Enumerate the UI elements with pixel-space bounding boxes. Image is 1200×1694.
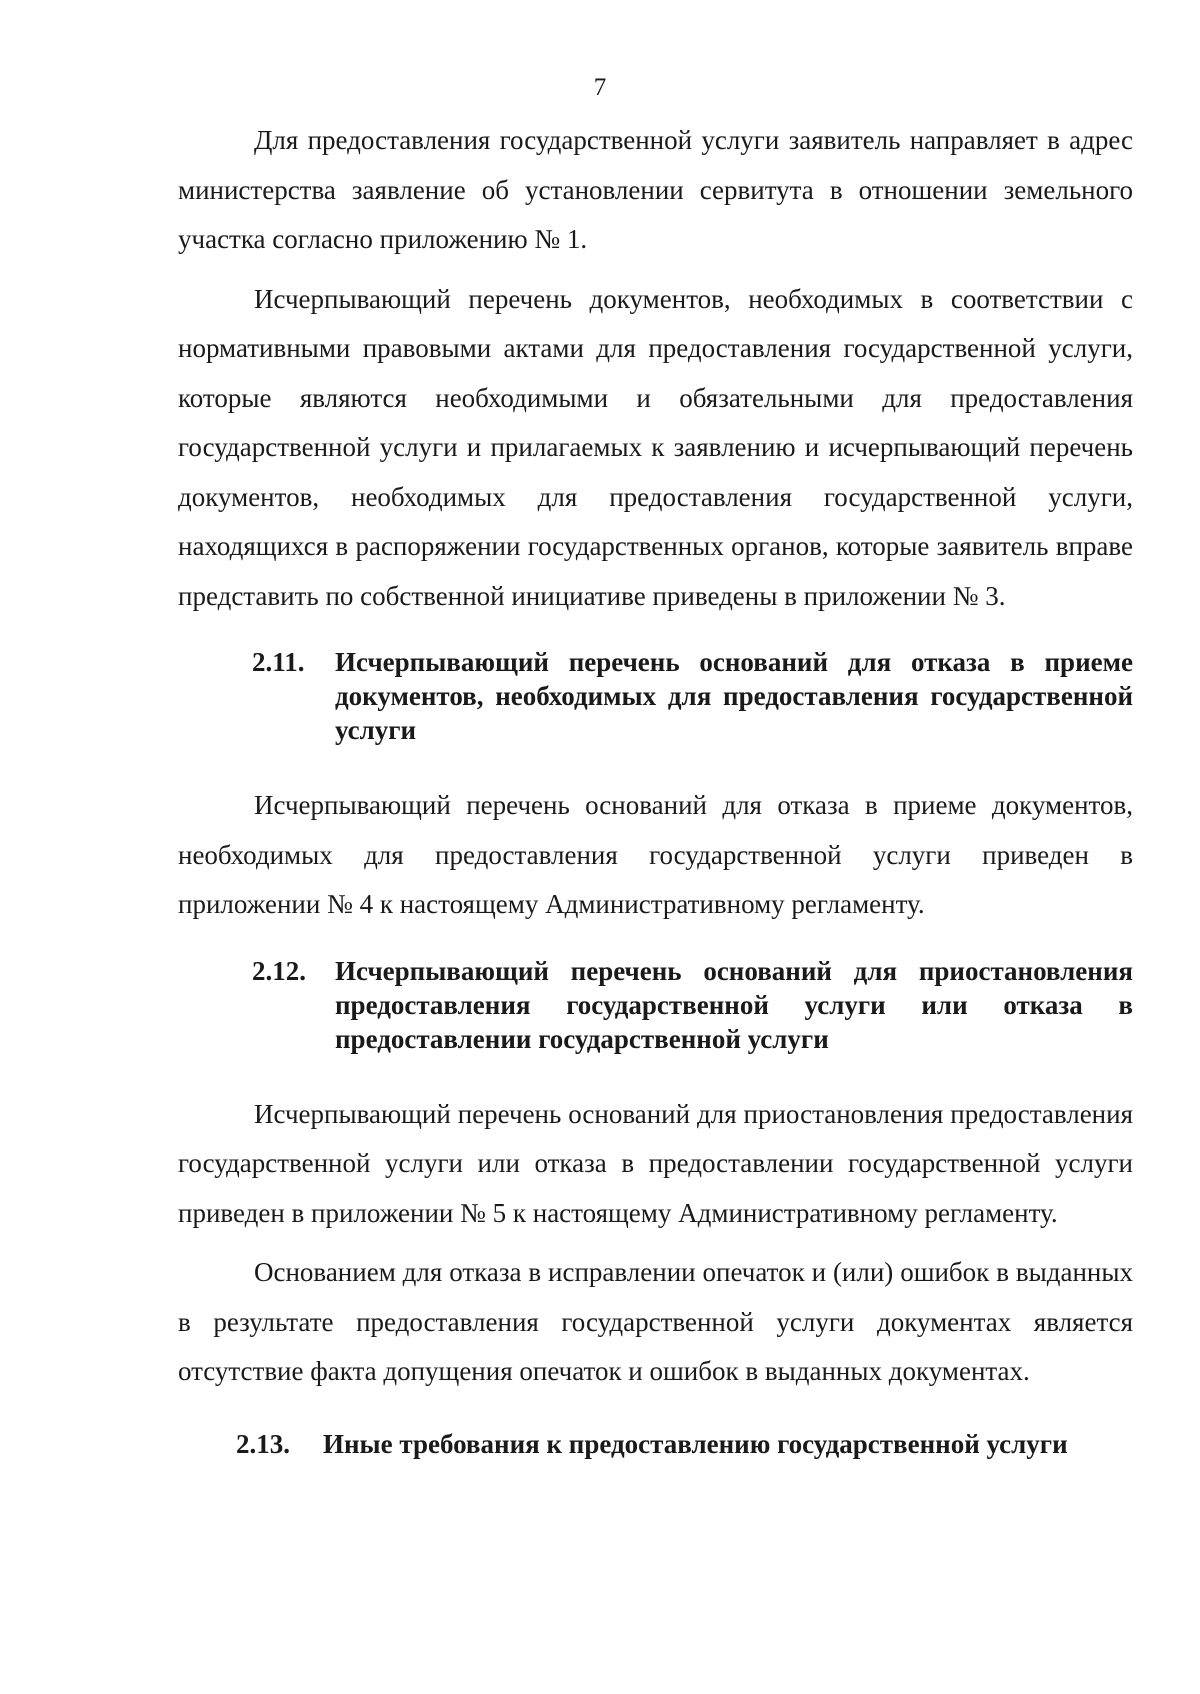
paragraph-2-12-a: Исчерпывающий перечень оснований для приостановления предоставления государственной услуги или отказа в предоставлении государственной услуги приведен в приложении № 5 к настоящему Административному регламенту. <box>178 1098 1133 1228</box>
paragraph-2-11: Исчерпывающий перечень оснований для отказа в приеме документов, необходимых для предоставления государственной услуги приведен в приложении № 4 к настоящему Административному регламенту. <box>178 790 1133 919</box>
section-title: Иные требования к предоставлению государственной услуги <box>323 1428 1068 1459</box>
section-title: Исчерпывающий перечень оснований для приостановления предоставления государственной услуги или отказа в предоставлении государственной услуги <box>335 955 1133 1054</box>
paragraph-application: Для предоставления государственной услуги заявитель направляет в адрес министерства заявление об установлении сервитута в отношении земельного участка согласно приложению № 1. <box>178 125 1133 254</box>
section-heading-2-11 <box>252 645 1133 747</box>
section-heading-2-12 <box>252 954 1133 1056</box>
section-number: 2.11. <box>252 647 305 677</box>
section-number: 2.13. <box>236 1428 290 1459</box>
section-number: 2.12. <box>252 955 306 986</box>
paragraph-documents-list: Исчерпывающий перечень документов, необходимых в соответствии с нормативными правовыми актами для предоставления государственной услуги, которые являются необходимыми и обязательными для предоставления государственной услуги и прилагаемых к заявлению и исчерпывающий перечень документов, необходимых для предоставления государственной услуги, находящихся в распоряжении государственных органов, которые заявитель вправе представить по собственной инициативе приведены в приложении № 3. <box>178 283 1133 611</box>
section-title: Исчерпывающий перечень оснований для отказа в приеме документов, необходимых для предоставления государственной услуги <box>335 647 1133 745</box>
paragraph-2-12-b: Основанием для отказа в исправлении опечаток и (или) ошибок в выданных в результате предоставления государственной услуги документах является отсутствие факта допущения опечаток и ошибок в выданных документах. <box>178 1257 1133 1386</box>
section-heading-2-13 <box>236 1427 1133 1461</box>
page-number: 7 <box>593 74 607 101</box>
document-body <box>178 116 1133 1495</box>
